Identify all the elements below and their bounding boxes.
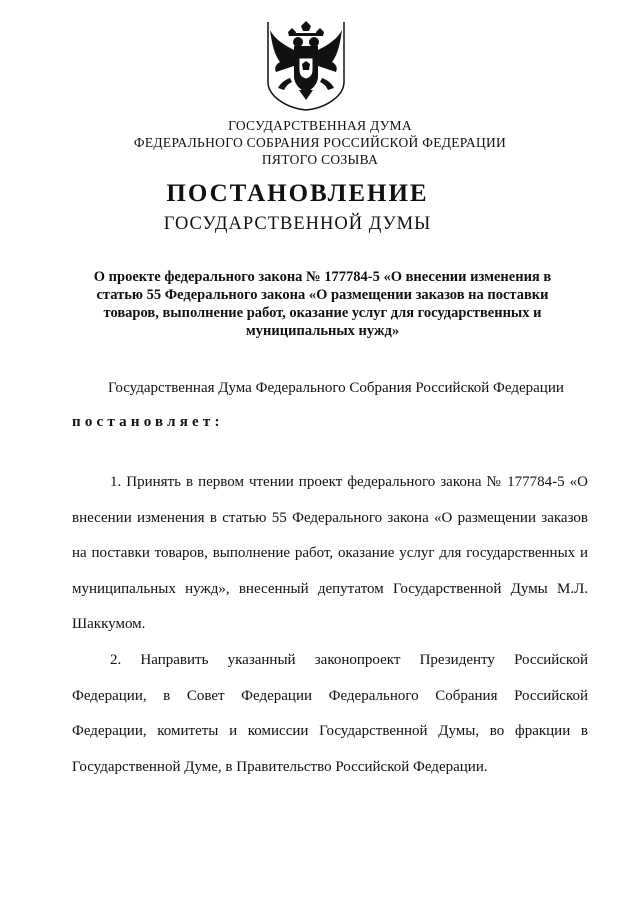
resolution-item-2: 2. Направить указанный законопроект Президенту Российской Федерации, в Совет Федерации Федерального Собрания Российской Федерации, комитеты и комиссии Государственной Думы, во фракции в Государственной Думе, в Правительство Российской Федерации. — [72, 652, 588, 775]
document-type-title: ПОСТАНОВЛЕНИЕ — [166, 180, 429, 207]
russian-coat-of-arms-icon — [266, 20, 346, 112]
header-line-2: ФЕДЕРАЛЬНОГО СОБРАНИЯ РОССИЙСКОЙ ФЕДЕРАЦИИ — [133, 135, 507, 150]
header-line-3: ПЯТОГО СОЗЫВА — [261, 152, 379, 167]
document-issuer-title: ГОСУДАРСТВЕННОЙ ДУМЫ — [163, 214, 432, 234]
preamble-text: Государственная Дума Федерального Собрания Российской Федерации — [108, 380, 564, 396]
resolution-item-1: 1. Принять в первом чтении проект федерального закона № 177784-5 «О внесении изменения в статью 55 Федерального закона «О размещении заказов на поставки товаров, выполнение работ, оказание услуг для государственных и муниципальных нужд», внесенный депутатом Государственной Думы М.Л. Шаккумом. — [72, 474, 588, 632]
document-subject: О проекте федерального закона № 177784-5 «О внесении изменения в статью 55 Федерального закона «О размещении заказов на поставки товаров, выполнение работ, оказание услуг для государственных и муниципальных нужд» — [93, 269, 552, 339]
resolves-text: постановляет: — [72, 414, 224, 430]
header-line-1: ГОСУДАРСТВЕННАЯ ДУМА — [228, 118, 412, 133]
